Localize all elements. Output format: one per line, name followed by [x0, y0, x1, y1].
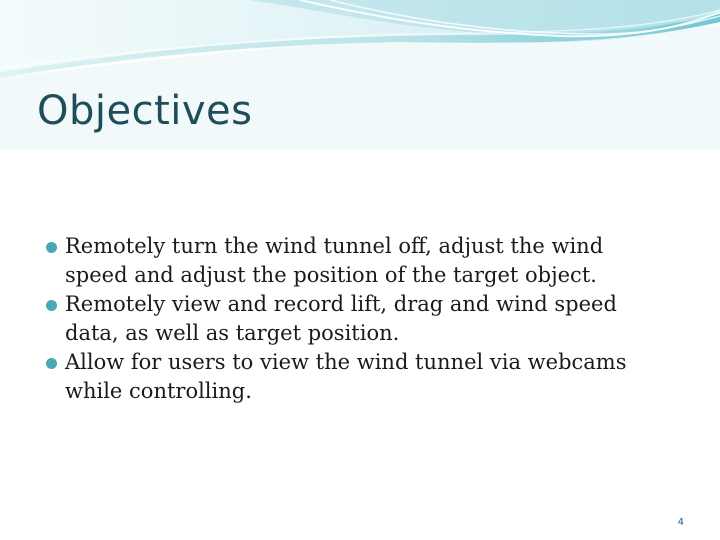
bullet-item-2: [46, 290, 666, 348]
page-number: 4: [677, 517, 684, 528]
bullet-text-3: Allow for users to view the wind tunnel via webcams while controlling.: [65, 350, 627, 403]
bullet-dot-icon: [46, 358, 57, 369]
bullet-text-1: Remotely turn the wind tunnel off, adjust the wind speed and adjust the position of the target object.: [65, 234, 604, 287]
bullet-text-2: Remotely view and record lift, drag and wind speed data, as well as target position.: [65, 292, 617, 345]
title-area: [0, 0, 720, 150]
slide-title: Objectives: [37, 88, 253, 134]
bullet-item-1: [46, 232, 666, 290]
bullet-dot-icon: [46, 242, 57, 253]
bullet-item-3: [46, 348, 666, 406]
bullet-list: [46, 232, 666, 406]
bullet-dot-icon: [46, 300, 57, 311]
